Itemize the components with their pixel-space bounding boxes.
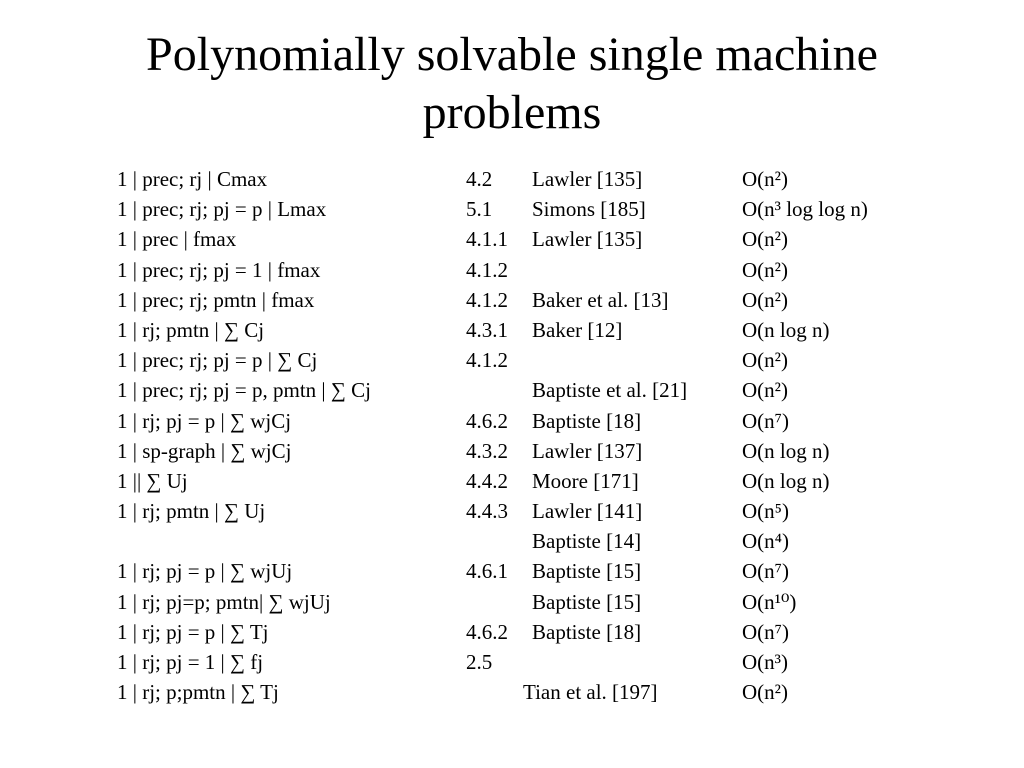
section-cell: 4.6.2 (466, 619, 508, 644)
complexity-cell: O(n log n) (742, 317, 830, 342)
complexity-cell: O(n⁷) (742, 619, 789, 644)
reference-cell: Moore [171] (532, 468, 639, 493)
section-cell: 4.6.2 (466, 408, 508, 433)
reference-cell: Simons [185] (532, 197, 646, 222)
reference-cell: Baptiste [18] (532, 408, 642, 433)
table-row (117, 255, 917, 285)
table-row (117, 556, 917, 586)
problem-cell: 1 | prec | fmax (117, 227, 237, 252)
section-cell: 4.1.2 (466, 348, 508, 373)
problem-cell: 1 | rj; pj=p; pmtn| ∑ wjUj (117, 589, 331, 614)
table-row (117, 677, 917, 707)
complexity-cell: O(n⁵) (742, 499, 789, 524)
section-cell: 4.4.3 (466, 499, 508, 524)
problem-cell: 1 | rj; p;pmtn | ∑ Tj (117, 680, 279, 705)
section-cell: 4.1.1 (466, 227, 508, 252)
reference-cell: Tian et al. [197] (523, 680, 658, 705)
complexity-cell: O(n²) (742, 680, 788, 705)
problem-cell: 1 | prec; rj; pj = p | Lmax (117, 197, 327, 222)
table-row (117, 617, 917, 647)
problem-cell: 1 | rj; pj = p | ∑ wjUj (117, 559, 293, 584)
section-cell: 4.3.1 (466, 317, 508, 342)
problem-cell: 1 | prec; rj; pj = p | ∑ Cj (117, 348, 318, 373)
problem-cell: 1 | rj; pmtn | ∑ Uj (117, 499, 266, 524)
reference-cell: Baptiste [15] (532, 589, 642, 614)
complexity-cell: O(n²) (742, 348, 788, 373)
title-line-1: Polynomially solvable single machine (146, 28, 878, 81)
table-row (117, 375, 917, 405)
complexity-cell: O(n²) (742, 257, 788, 282)
problem-cell: 1 | rj; pj = 1 | ∑ fj (117, 650, 264, 674)
problem-cell: 1 | rj; pmtn | ∑ Cj (117, 317, 265, 342)
reference-cell: Baptiste [15] (532, 559, 642, 584)
problem-cell: 1 | prec; rj | Cmax (117, 167, 268, 191)
complexity-cell: O(n⁴) (742, 529, 789, 554)
table-row (117, 466, 917, 496)
table-row (117, 526, 917, 556)
complexity-cell: O(n⁷) (742, 559, 789, 584)
reference-cell: Lawler [135] (532, 167, 643, 191)
complexity-cell: O(n log n) (742, 468, 830, 493)
table-row (117, 406, 917, 436)
table-row (117, 345, 917, 375)
problem-table (117, 164, 917, 707)
title-line-2: problems (422, 86, 602, 139)
complexity-cell: O(n⁷) (742, 408, 789, 433)
table-row (117, 164, 917, 194)
problem-cell: 1 | sp-graph | ∑ wjCj (117, 438, 292, 463)
reference-cell: Baptiste [14] (532, 529, 642, 554)
table-row (117, 436, 917, 466)
problem-cell: 1 || ∑ Uj (117, 468, 188, 493)
section-cell: 4.3.2 (466, 438, 508, 463)
problem-cell: 1 | prec; rj; pj = p, pmtn | ∑ Cj (117, 378, 371, 403)
section-cell: 4.2 (466, 167, 493, 191)
complexity-cell: O(n²) (742, 227, 788, 252)
reference-cell: Baker [12] (532, 317, 623, 342)
reference-cell: Lawler [135] (532, 227, 643, 252)
complexity-cell: O(n¹⁰) (742, 589, 797, 614)
table-row (117, 315, 917, 345)
problem-cell: 1 | prec; rj; pj = 1 | fmax (117, 257, 321, 282)
section-cell: 4.1.2 (466, 287, 508, 312)
section-cell: 4.6.1 (466, 559, 508, 584)
section-cell: 4.1.2 (466, 257, 508, 282)
complexity-cell: O(n²) (742, 167, 788, 191)
table-row (117, 587, 917, 617)
table-row (117, 647, 917, 677)
slide-title (0, 26, 1024, 142)
reference-cell: Lawler [141] (532, 499, 643, 524)
problem-cell: 1 | rj; pj = p | ∑ wjCj (117, 408, 292, 433)
section-cell: 2.5 (466, 650, 493, 674)
complexity-cell: O(n³) (742, 650, 788, 674)
reference-cell: Lawler [137] (532, 438, 643, 463)
complexity-cell: O(n²) (742, 378, 788, 403)
table-row (117, 496, 917, 526)
complexity-cell: O(n log n) (742, 438, 830, 463)
table-row (117, 224, 917, 254)
reference-cell: Baptiste [18] (532, 619, 642, 644)
reference-cell: Baptiste et al. [21] (532, 378, 688, 403)
problem-cell: 1 | prec; rj; pmtn | fmax (117, 287, 315, 312)
complexity-cell: O(n³ log log n) (742, 197, 868, 222)
table-row (117, 285, 917, 315)
complexity-cell: O(n²) (742, 287, 788, 312)
reference-cell: Baker et al. [13] (532, 287, 669, 312)
table-row (117, 194, 917, 224)
problem-cell: 1 | rj; pj = p | ∑ Tj (117, 619, 269, 644)
section-cell: 5.1 (466, 197, 493, 222)
section-cell: 4.4.2 (466, 468, 508, 493)
